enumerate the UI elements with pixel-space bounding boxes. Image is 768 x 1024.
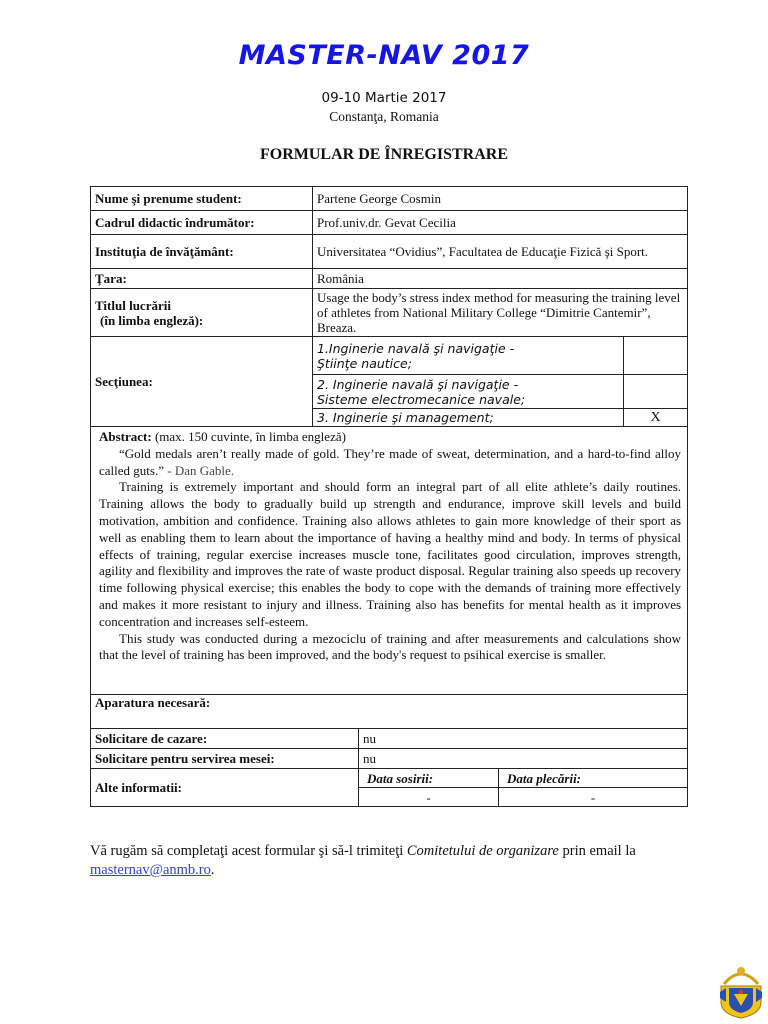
section-option-3[interactable] (313, 409, 624, 427)
footer-text-2: prin email la (558, 843, 636, 859)
row-supervisor (91, 211, 688, 235)
footer-instructions (90, 842, 690, 880)
section-option-1[interactable] (313, 337, 624, 375)
abstract-note: (max. 150 cuvinte, în limba engleză) (151, 429, 346, 444)
abstract-paragraph-2: This study was conducted during a mezociclu of training and after measurements and calculations show that the level of training has been improved, and the body's request to psihical exercise is smaller. (99, 630, 682, 663)
row-other-1 (91, 769, 688, 788)
conference-location: Constanţa, Romania (329, 109, 439, 124)
supervisor-label: Cadrul didactic îndrumător: (91, 211, 313, 235)
form-title: FORMULAR DE ÎNREGISTRARE (259, 146, 509, 163)
accommodation-value[interactable]: nu (359, 729, 688, 749)
row-country (91, 269, 688, 289)
section-option-2[interactable] (313, 375, 624, 409)
section-option-1-line2: Ştiinţe nautice; (317, 355, 412, 371)
row-accommodation (91, 729, 688, 749)
meals-label: Solicitare pentru servirea mesei: (91, 749, 359, 769)
abstract-cell[interactable] (91, 427, 688, 695)
departure-value[interactable]: - (499, 788, 688, 807)
accommodation-label: Solicitare de cazare: (91, 729, 359, 749)
name-label: Nume şi prenume student: (91, 187, 313, 211)
row-institution (91, 235, 688, 269)
other-label: Alte informatii: (91, 769, 359, 807)
row-abstract (91, 427, 688, 695)
section-option-2-line2: Sisteme electromecanice navale; (317, 391, 526, 407)
paper-title-value[interactable]: Usage the body’s stress index method for measuring the training level of athletes from National Military College “Dimitrie Cantemir”, Breaza. (313, 289, 688, 337)
section-mark-3[interactable]: X (624, 409, 688, 427)
abstract-quote-text: “Gold medals aren’t really made of gold. They’re made of sweat, determination, and a hard-to-find alloy called guts.” (99, 445, 682, 478)
university-crest-icon (718, 962, 764, 1020)
paper-title-label-line1: Titlul lucrării (95, 297, 171, 313)
country-value[interactable]: România (313, 269, 688, 289)
section-mark-1[interactable] (624, 337, 688, 375)
paper-title-label (91, 289, 313, 337)
conference-date: 09-10 Martie 2017 (321, 90, 447, 106)
section-mark-2[interactable] (624, 375, 688, 409)
footer-committee: Comitetului de organizare (406, 843, 559, 859)
abstract-quote (99, 446, 681, 480)
paper-title-label-line2: (în limba engleză): (100, 312, 204, 328)
meals-value[interactable]: nu (359, 749, 688, 769)
footer-text-3: . (210, 862, 215, 878)
footer-text-1: Vă rugăm să completaţi acest formular şi să-l trimiteţi (90, 843, 407, 859)
conference-title: MASTER-NAV 2017 (238, 40, 530, 71)
row-paper-title (91, 289, 688, 337)
equipment-cell[interactable] (91, 695, 688, 729)
equipment-label: Aparatura necesară: (95, 695, 211, 710)
section-option-1-line1: 1.Inginerie navală şi navigaţie - (317, 340, 515, 356)
abstract-label: Abstract: (99, 429, 152, 444)
supervisor-value[interactable]: Prof.univ.dr. Gevat Cecilia (313, 211, 688, 235)
name-value[interactable]: Partene George Cosmin (313, 187, 688, 211)
section-label: Secţiunea: (91, 337, 313, 427)
row-meals (91, 749, 688, 769)
row-section-1 (91, 337, 688, 375)
footer-email-link[interactable]: masternav@anmb.ro (90, 862, 211, 878)
institution-label: Instituţia de învăţământ: (91, 235, 313, 269)
abstract-heading (99, 429, 681, 446)
section-option-2-line1: 2. Inginerie navală şi navigaţie - (317, 376, 519, 392)
registration-table (90, 186, 688, 807)
section-option-3-line1: 3. Inginerie şi management; (317, 410, 494, 425)
row-equipment (91, 695, 688, 729)
abstract-paragraph-1: Training is extremely important and should form an integral part of all elite athlete’s daily routines. Training allows the body to gradually build up strength and endurance, improve skill levels and build motivation, ambition and confidence. Training also allows athletes to gain more knowledge of their sport as well as enabling them to learn about the importance of having a healthy mind and body. In terms of physical effects of training, regular exercise increases muscle tone, facilitates good circulation, improves strength, agility and flexibility and improves the rate of waste product disposal. Regular training also speeds up recovery time following physical exercise; this enables the body to cope with the demands of training more effectively and makes it more resistant to injury and illness. Training also has benefits for mental health as it improves concentration and increases self-esteem. (99, 479, 682, 629)
row-name (91, 187, 688, 211)
arrival-value[interactable]: - (359, 788, 499, 807)
institution-value[interactable]: Universitatea “Ovidius”, Facultatea de Educaţie Fizică şi Sport. (313, 235, 688, 269)
departure-label: Data plecării: (499, 769, 688, 788)
arrival-label: Data sosirii: (359, 769, 499, 788)
country-label: Ţara: (91, 269, 313, 289)
abstract-quote-author: - Dan Gable. (163, 462, 235, 478)
